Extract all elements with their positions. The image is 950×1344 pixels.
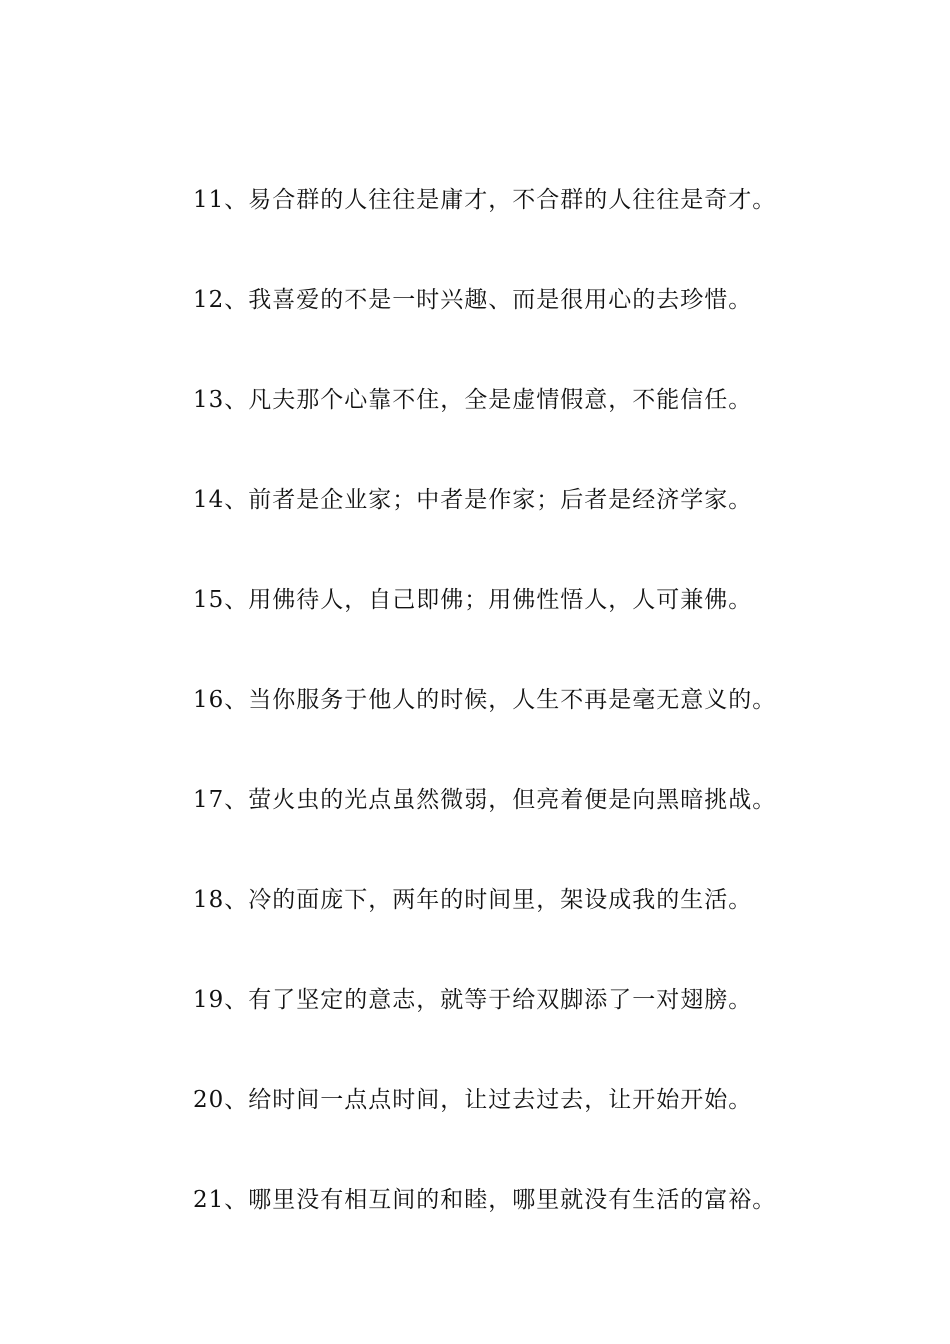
quote-line-16: 16、当你服务于他人的时候，人生不再是毫无意义的。 [193, 687, 777, 713]
quote-line-15: 15、用佛待人，自己即佛；用佛性悟人，人可兼佛。 [193, 587, 753, 613]
quote-line-20: 20、给时间一点点时间，让过去过去，让开始开始。 [193, 1087, 753, 1113]
quote-line-14: 14、前者是企业家；中者是作家；后者是经济学家。 [193, 487, 753, 513]
quote-line-17: 17、萤火虫的光点虽然微弱，但亮着便是向黑暗挑战。 [193, 787, 777, 813]
quote-line-19: 19、有了坚定的意志，就等于给双脚添了一对翅膀。 [193, 987, 753, 1013]
quote-line-12: 12、我喜爱的不是一时兴趣、而是很用心的去珍惜。 [193, 287, 753, 313]
quote-line-13: 13、凡夫那个心靠不住，全是虚情假意，不能信任。 [193, 387, 753, 413]
quote-line-18: 18、冷的面庞下，两年的时间里，架设成我的生活。 [193, 887, 753, 913]
quote-line-21: 21、哪里没有相互间的和睦，哪里就没有生活的富裕。 [193, 1187, 777, 1213]
quote-line-11: 11、易合群的人往往是庸才，不合群的人往往是奇才。 [193, 187, 777, 213]
quote-list [193, 178, 893, 1278]
